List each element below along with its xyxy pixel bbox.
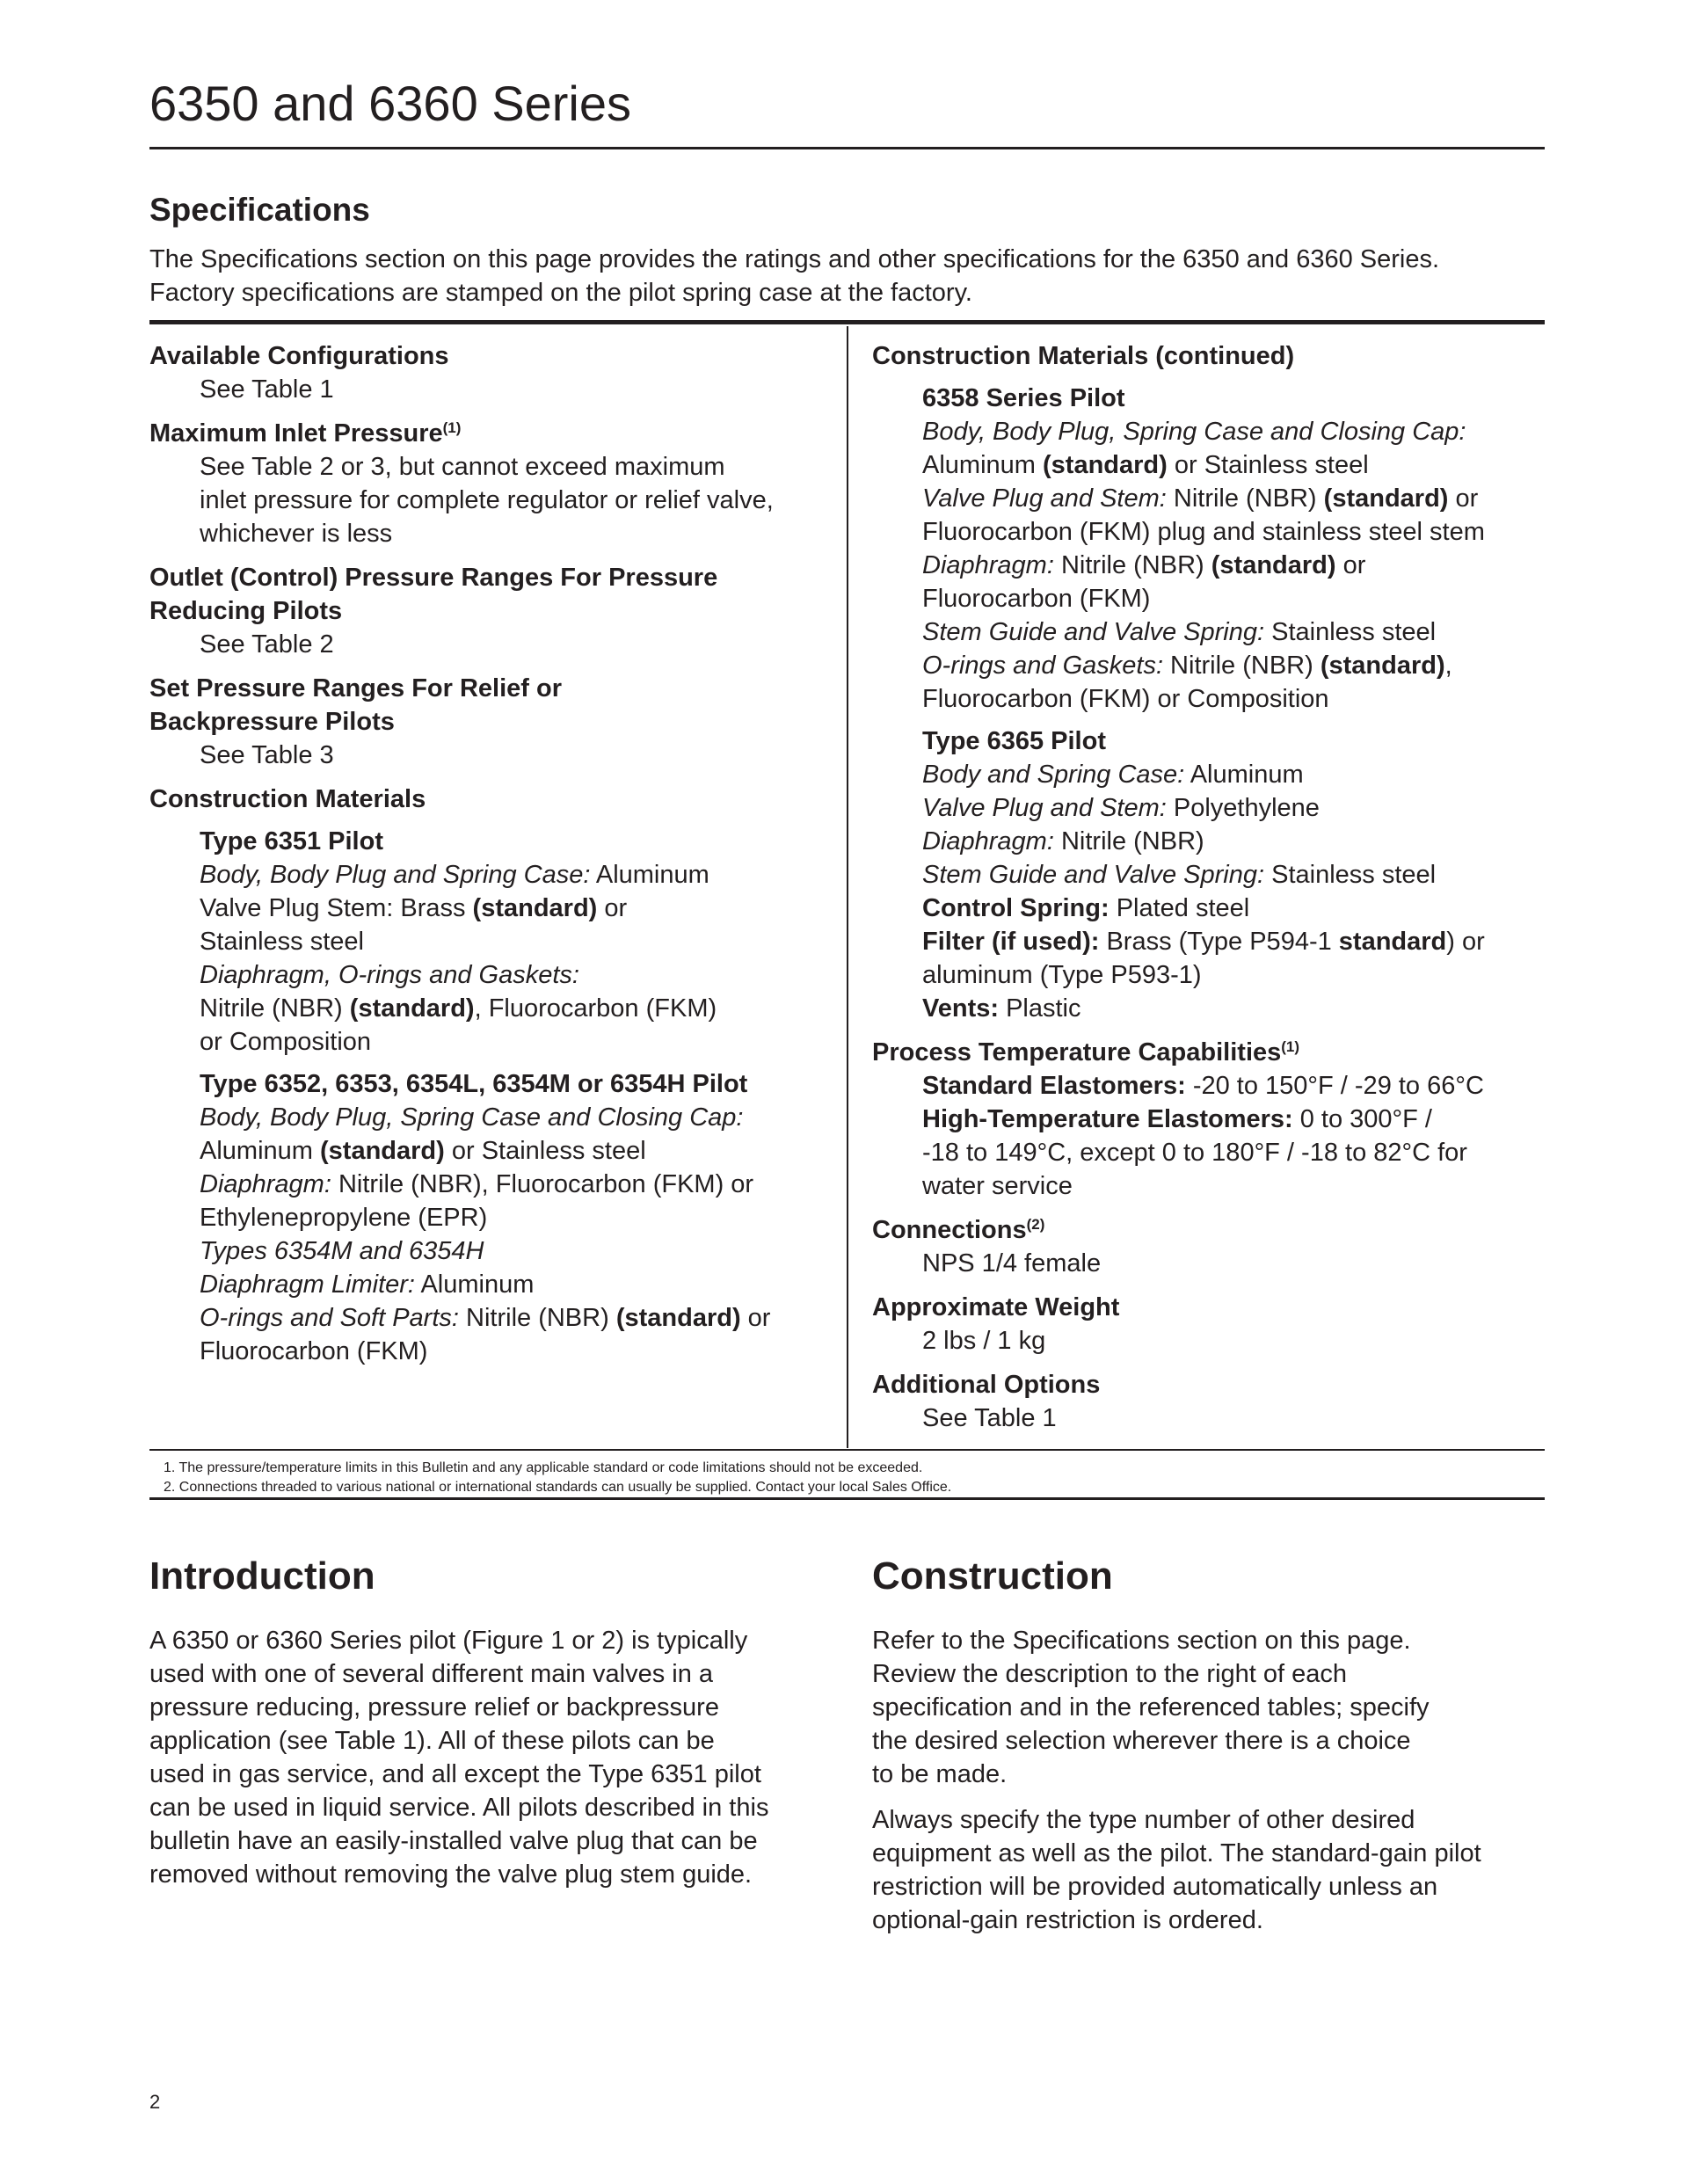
sub-title: 6358 Series Pilot — [922, 384, 1125, 412]
spec-max-inlet-pressure — [149, 417, 835, 550]
footnote-ref: (1) — [442, 419, 462, 436]
paragraph: Refer to the Specifications section on this page. Review the description to the right of each specification and in the referenced tables; specify the desired selection wherever there is a choice to be made. — [872, 1627, 1430, 1788]
spec-label: Construction Materials — [149, 785, 426, 813]
page-title: 6350 and 6360 Series — [149, 76, 631, 131]
type-6352-block: Type 6352, 6353, 6354L, 6354M or 6354H Pilot Body, Body Plug, Spring Case and Closing Cap: Aluminum (standard) or Stainless steel Diaphragm: Nitrile (NBR), Fluorocarbon (FKM) or Ethylenepropylene (EPR) Types 6354M and 6354H Diaphragm Limiter: Aluminum O-rings and Soft Parts: Nitrile (NBR) (standard) or Fluorocarbon (FKM) — [149, 1067, 835, 1368]
sub-title: Type 6351 Pilot — [200, 827, 383, 855]
spec-label: Additional Options — [872, 1371, 1101, 1399]
specs-left-column — [149, 339, 835, 1379]
column-divider — [847, 326, 848, 1448]
spec-value: See Table 1 — [922, 1404, 1057, 1432]
type-6365-block: Type 6365 Pilot Body and Spring Case: Aluminum Valve Plug and Stem: Polyethylene Diaphragm: Nitrile (NBR) Stem Guide and Valve Spring: Stainless steel Control Spring: Plated steel Filter (if used): Brass (Type P594-1 standard) or aluminum (Type P593-1) Vents: Plastic — [872, 724, 1549, 1025]
spec-label: Approximate Weight — [872, 1293, 1120, 1321]
table-top-rule — [149, 320, 1545, 324]
construction-body — [872, 1624, 1558, 1949]
introduction-body — [149, 1624, 835, 1904]
intro-line: The Specifications section on this page provides the ratings and other specifications for the 6350 and 6360 Series. — [149, 245, 1440, 273]
footnote-ref: (2) — [1026, 1216, 1045, 1233]
specs-right-column — [872, 339, 1549, 1445]
paragraph: A 6350 or 6360 Series pilot (Figure 1 or 2) is typically used with one of several different main valves in a pressure reducing, pressure relief or backpressure application (see Table 1). All of these pilots can be used in gas service, and all except the Type 6351 pilot can be used in liquid service. All pilots described in this bulletin have an easily-installed valve plug that can be removed without removing the valve plug stem guide. — [149, 1627, 769, 1889]
footnote-bottom-rule — [149, 1497, 1545, 1500]
spec-label: Process Temperature Capabilities$^{(1)}$ — [872, 1038, 1300, 1067]
spec-label: Construction Materials (continued) — [872, 342, 1295, 370]
spec-process-temperature — [872, 1036, 1549, 1203]
spec-additional-options — [872, 1368, 1549, 1435]
sub-title: Type 6352, 6353, 6354L, 6354M or 6354H Pilot — [200, 1070, 748, 1098]
sub-title: Type 6365 Pilot — [922, 727, 1106, 755]
spec-construction-continued — [872, 339, 1549, 1025]
spec-label: Set Pressure Ranges For Relief or Backpressure Pilots — [149, 674, 562, 736]
spec-outlet-pressure-ranges — [149, 561, 835, 661]
spec-label: Available Configurations — [149, 342, 449, 370]
spec-value: See Table 3 — [200, 741, 334, 769]
spec-approximate-weight — [872, 1291, 1549, 1358]
page-number: 2 — [149, 2091, 161, 2113]
intro-line: Factory specifications are stamped on the pilot spring case at the factory. — [149, 279, 972, 307]
footnote-top-rule — [149, 1449, 1545, 1451]
spec-construction-materials — [149, 783, 835, 1368]
spec-value: See Table 1 — [200, 375, 334, 404]
introduction-heading: Introduction — [149, 1554, 375, 1598]
spec-available-configurations — [149, 339, 835, 406]
footnote: 2. Connections threaded to various national or international standards can usually be supplied. Contact your local Sales Office. — [164, 1480, 952, 1495]
spec-connections — [872, 1213, 1549, 1280]
spec-set-pressure-ranges — [149, 672, 835, 772]
paragraph: Always specify the type number of other desired equipment as well as the pilot. The standard-gain pilot restriction will be provided automatically unless an optional-gain restriction is ordered. — [872, 1806, 1481, 1934]
spec-value: See Table 2 or 3, but cannot exceed maximum inlet pressure for complete regulator or relief valve, whichever is less — [200, 453, 774, 548]
construction-heading: Construction — [872, 1554, 1113, 1598]
footnotes — [164, 1459, 951, 1497]
title-rule — [149, 147, 1545, 149]
type-6358-block: 6358 Series Pilot Body, Body Plug, Spring Case and Closing Cap: Aluminum (standard) or Stainless steel Valve Plug and Stem: Nitrile (NBR) (standard) or Fluorocarbon (FKM) plug and stainless steel stem Diaphragm: Nitrile (NBR) (standard) or Fluorocarbon (FKM) Stem Guide and Valve Spring: Stainless steel O-rings and Gaskets: Nitrile (NBR) (standard), Fluorocarbon (FKM) or Composition — [872, 382, 1549, 716]
footnote-ref: (1) — [1281, 1038, 1300, 1055]
spec-label: Connections$^{(2)}$ — [872, 1216, 1045, 1244]
spec-value: 2 lbs / 1 kg — [922, 1327, 1046, 1355]
spec-value: NPS 1/4 female — [922, 1249, 1102, 1278]
spec-label: Maximum Inlet Pressure$^{(1)}$ — [149, 419, 462, 448]
spec-value: See Table 2 — [200, 630, 334, 659]
spec-value: Standard Elastomers: -20 to 150°F / -29 to 66°C High-Temperature Elastomers: 0 to 300°F / -18 to 149°C, except 0 to 180°F / -18 to 82°C for water service — [922, 1072, 1484, 1200]
footnote: 1. The pressure/temperature limits in this Bulletin and any applicable standard or code limitations should not be exceeded. — [164, 1460, 923, 1475]
specifications-intro — [149, 243, 1556, 309]
spec-label: Outlet (Control) Pressure Ranges For Pressure Reducing Pilots — [149, 564, 718, 625]
specifications-heading: Specifications — [149, 192, 370, 228]
type-6351-block: Type 6351 Pilot Body, Body Plug and Spring Case: Aluminum Valve Plug Stem: Brass (standard) or Stainless steel Diaphragm, O-rings and Gaskets: Nitrile (NBR) (standard), Fluorocarbon (FKM) or Composition — [149, 825, 835, 1059]
